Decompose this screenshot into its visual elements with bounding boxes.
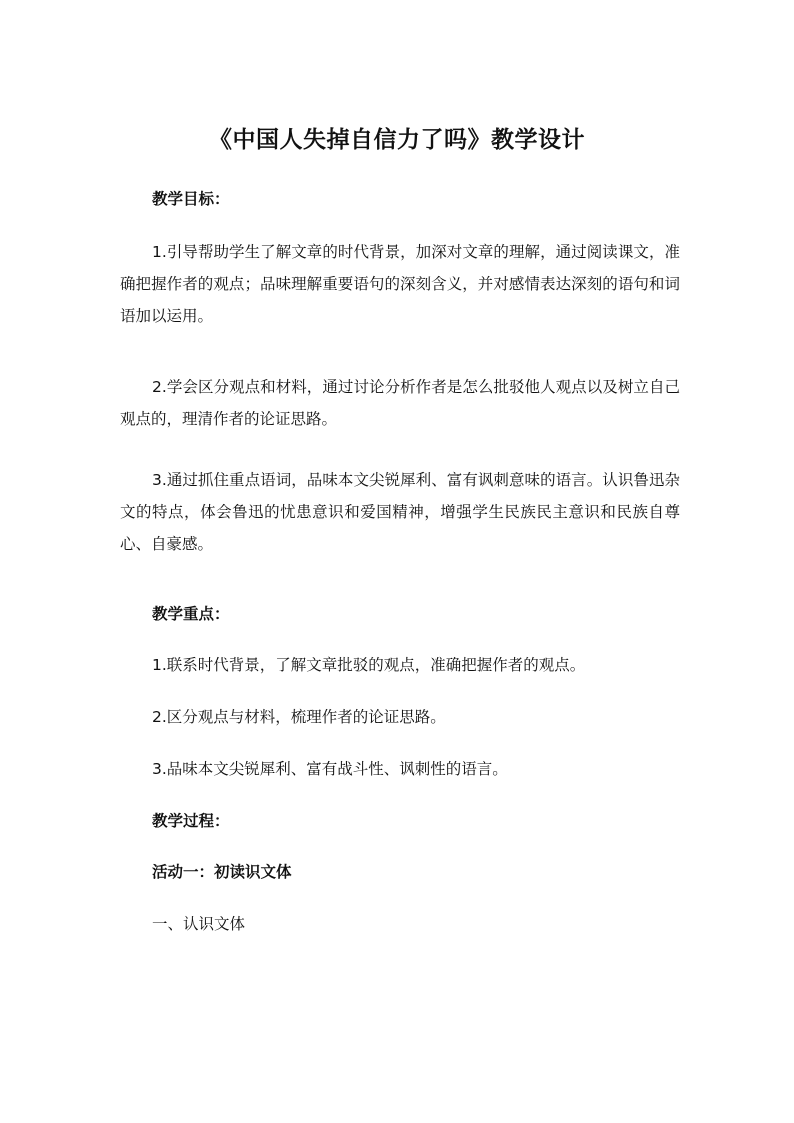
process-heading: 教学过程： (152, 812, 230, 830)
key-point-1: 1.联系时代背景，了解文章批驳的观点，准确把握作者的观点。 (152, 656, 586, 674)
activity-item: 一、认识文体 (152, 915, 246, 933)
objective-paragraph-2: 2.学会区分观点和材料，通过讨论分析作者是怎么批驳他人观点以及树立自己观点的，理清作者的论证思路。 (120, 378, 680, 428)
activity-heading: 活动一：初读识文体 (152, 863, 292, 881)
objective-paragraph-1: 1.引导帮助学生了解文章的时代背景，加深对文章的理解，通过阅读课文，准确把握作者的观点；品味理解重要语句的深刻含义，并对感情表达深刻的语句和词语加以运用。 (120, 243, 680, 325)
key-point-3: 3.品味本文尖锐犀利、富有战斗性、讽刺性的语言。 (152, 760, 508, 778)
key-points-heading: 教学重点： (152, 605, 230, 623)
document-title: 《中国人失掉自信力了吗》教学设计 (209, 127, 585, 153)
objective-paragraph-3: 3.通过抓住重点语词，品味本文尖锐犀利、富有讽刺意味的语言。认识鲁迅杂文的特点，体会鲁迅的忧患意识和爱国精神，增强学生民族民主意识和民族自尊心、自豪感。 (120, 471, 680, 553)
key-point-2: 2.区分观点与材料，梳理作者的论证思路。 (152, 708, 446, 726)
objectives-heading: 教学目标： (152, 190, 230, 208)
